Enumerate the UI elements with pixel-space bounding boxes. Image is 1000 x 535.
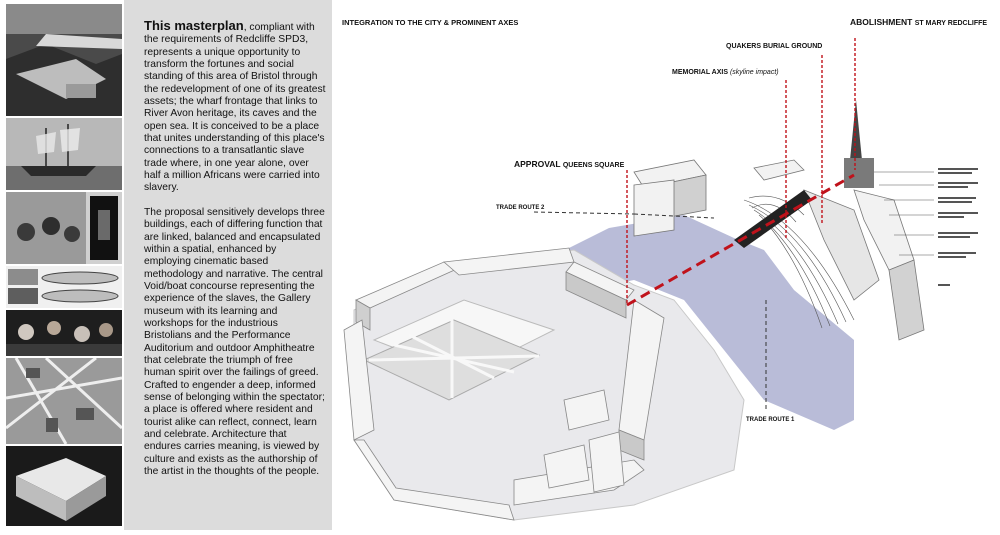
- axonometric-map: [334, 0, 1000, 530]
- aerial-photo-thumbnail: [6, 4, 122, 116]
- map-heading: INTEGRATION TO THE CITY & PROMINENT AXES: [342, 18, 519, 27]
- proposal-paragraph: The proposal sensitively develops three buildings, each of differing function that are linked, balanced and encapsulated within a spatial, enhanced by employing cinematic based methodology and narrative. The central Void/boat concourse representing the experience of the slaves, the Gallery museum with its learning and workshops for the industrious Bristolians and the Performance Auditorium and outdoor Amphitheatre that celebrate the triumph of free human spirit over the failings of greed. Crafted to engender a deep, informed sense of belonging within the spectator; a place is offered where resident and tourist alike can reflect, connect, learn and celebrate. Architecture that endures carries meaning, is viewed by culture and exists as the authorship of the artist in the thoughts of the people.: [144, 206, 325, 478]
- approval-label: [514, 159, 624, 169]
- abolishment-title: ABOLISHMENT: [850, 17, 913, 27]
- trade-route-2-label: TRADE ROUTE 2: [496, 205, 545, 211]
- description-panel: [124, 0, 332, 530]
- hull-diagram-thumbnail: [6, 266, 122, 308]
- approval-subtitle: QUEENS SQUARE: [562, 162, 625, 169]
- site-plan-thumbnail: [6, 358, 122, 444]
- thumbnail-column: [6, 4, 122, 526]
- intro-text: , compliant with the requirements of Redcliffe SPD3, represents a unique opportunity to transform the fortunes and social standing of this area of Bristol through the redevelopment of one of its greatest assets; the wharf frontage that links to River Avon heritage, its caves and the open sea. It is conceived to be a place that unites understanding of this place's connections to a transatlantic slave trade where, in one year alone, over half a million Africans were carried into slavery.: [144, 22, 326, 194]
- model-photo-thumbnail: [6, 446, 122, 526]
- intro-paragraph: [144, 20, 326, 195]
- church-body: [844, 158, 874, 188]
- approval-title: APPROVAL: [514, 159, 561, 169]
- church-spire: [850, 100, 862, 160]
- masterplan-title: This masterplan: [144, 18, 244, 33]
- annotation-marks: [938, 168, 978, 286]
- memorial-subtitle: (skyline impact): [729, 69, 779, 76]
- boat-void: [734, 190, 812, 248]
- memorial-title: MEMORIAL AXIS: [672, 69, 729, 76]
- slave-ship-images-thumbnail: [6, 192, 122, 264]
- abolishment-subtitle: ST MARY REDCLIFFE: [914, 20, 988, 27]
- ship-painting-thumbnail: [6, 118, 122, 190]
- memorial-label: [672, 69, 779, 76]
- trade-route-1-label: TRADE ROUTE 1: [746, 417, 795, 423]
- masterplan-drawing: [334, 0, 1000, 530]
- quakers-label: QUAKERS BURIAL GROUND: [726, 43, 823, 50]
- description-text: [144, 20, 326, 490]
- event-photo-thumbnail: [6, 310, 122, 356]
- abolishment-label: [850, 17, 987, 27]
